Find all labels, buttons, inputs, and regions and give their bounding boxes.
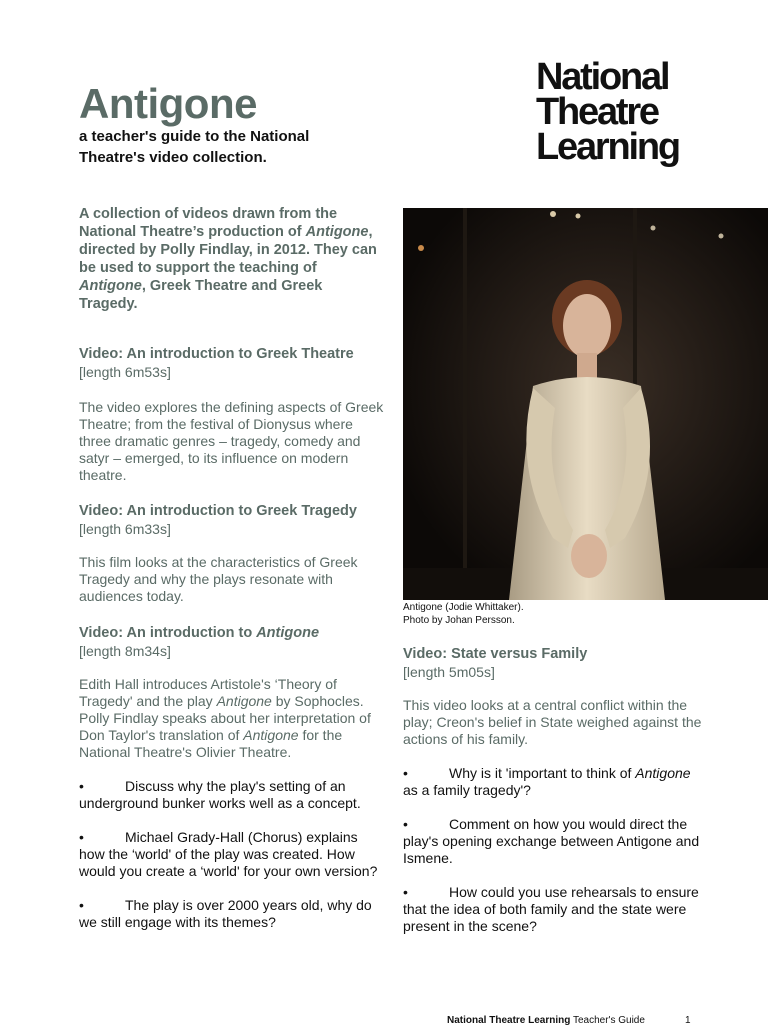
discussion-bullet: • Why is it 'important to think of Antigone as a family tragedy'?	[403, 765, 691, 798]
video-section-state-versus-family	[403, 645, 708, 935]
bullet-icon: •	[79, 829, 84, 845]
video-section-antigone	[79, 624, 384, 931]
video-length: [length 8m34s]	[79, 643, 171, 659]
video-length: [length 6m53s]	[79, 364, 171, 380]
video-heading: Video: State versus Family	[403, 646, 588, 662]
video-description: The video explores the defining aspects of Greek Theatre; from the festival of Dionysus where three dramatic genres – tragedy, comedy and satyr – emerged, to its influence on modern theatre.	[79, 399, 384, 483]
video-heading: Video: An introduction to Antigone	[79, 625, 320, 641]
photo-caption: Antigone (Jodie Whittaker). Photo by Johan Persson.	[403, 602, 524, 626]
bullet-icon: •	[79, 778, 84, 794]
discussion-bullet: • Michael Grady-Hall (Chorus) explains how the ‘world' of the play was created. How would you create a ‘world' for your own version?	[79, 829, 378, 879]
footer-label: National Theatre Learning Teacher's Guide	[447, 1015, 645, 1026]
video-section-greek-tragedy	[79, 502, 384, 605]
logo-line-2: Theatre	[536, 91, 658, 133]
discussion-bullet: • How could you use rehearsals to ensure that the idea of both family and the state were present in the scene?	[403, 884, 699, 934]
page-subtitle: a teacher's guide to the National Theatre's video collection.	[79, 128, 310, 166]
page-title: Antigone	[79, 80, 257, 127]
intro-paragraph: A collection of videos drawn from the National Theatre’s production of Antigone, directed by Polly Findlay, in 2012. They can be used to support the teaching of Antigone, Greek Theatre and Greek Tragedy.	[79, 206, 377, 312]
national-theatre-learning-logo	[536, 56, 706, 168]
video-description: This video looks at a central conflict within the play; Creon's belief in State weighed against the actions of his family.	[403, 697, 702, 747]
bullet-icon: •	[403, 816, 408, 832]
video-heading: Video: An introduction to Greek Tragedy	[79, 503, 357, 519]
video-description: Edith Hall introduces Artistole's ‘Theory of Tragedy' and the play Antigone by Sophocles. Polly Findlay speaks about her interpretation of Don Taylor's translation of Antigone for the National Theatre's Olivier Theatre.	[79, 676, 371, 760]
bullet-icon: •	[403, 884, 408, 900]
bullet-icon: •	[403, 765, 408, 781]
page-number: 1	[685, 1015, 691, 1026]
video-length: [length 6m33s]	[79, 521, 171, 537]
discussion-bullet: • The play is over 2000 years old, why do we still engage with its themes?	[79, 897, 372, 930]
video-section-greek-theatre	[79, 345, 384, 484]
discussion-bullet: • Comment on how you would direct the play's opening exchange between Antigone and Ismene.	[403, 816, 700, 866]
bullet-icon: •	[79, 897, 84, 913]
video-description: This film looks at the characteristics of Greek Tragedy and why the plays resonate with audiences today.	[79, 554, 358, 604]
discussion-bullet: • Discuss why the play's setting of an underground bunker works well as a concept.	[79, 778, 361, 811]
logo-line-3: Learning	[536, 126, 679, 168]
video-length: [length 5m05s]	[403, 664, 495, 680]
video-heading: Video: An introduction to Greek Theatre	[79, 346, 354, 362]
antigone-production-photo	[403, 208, 768, 600]
logo-line-1: National	[536, 56, 669, 98]
